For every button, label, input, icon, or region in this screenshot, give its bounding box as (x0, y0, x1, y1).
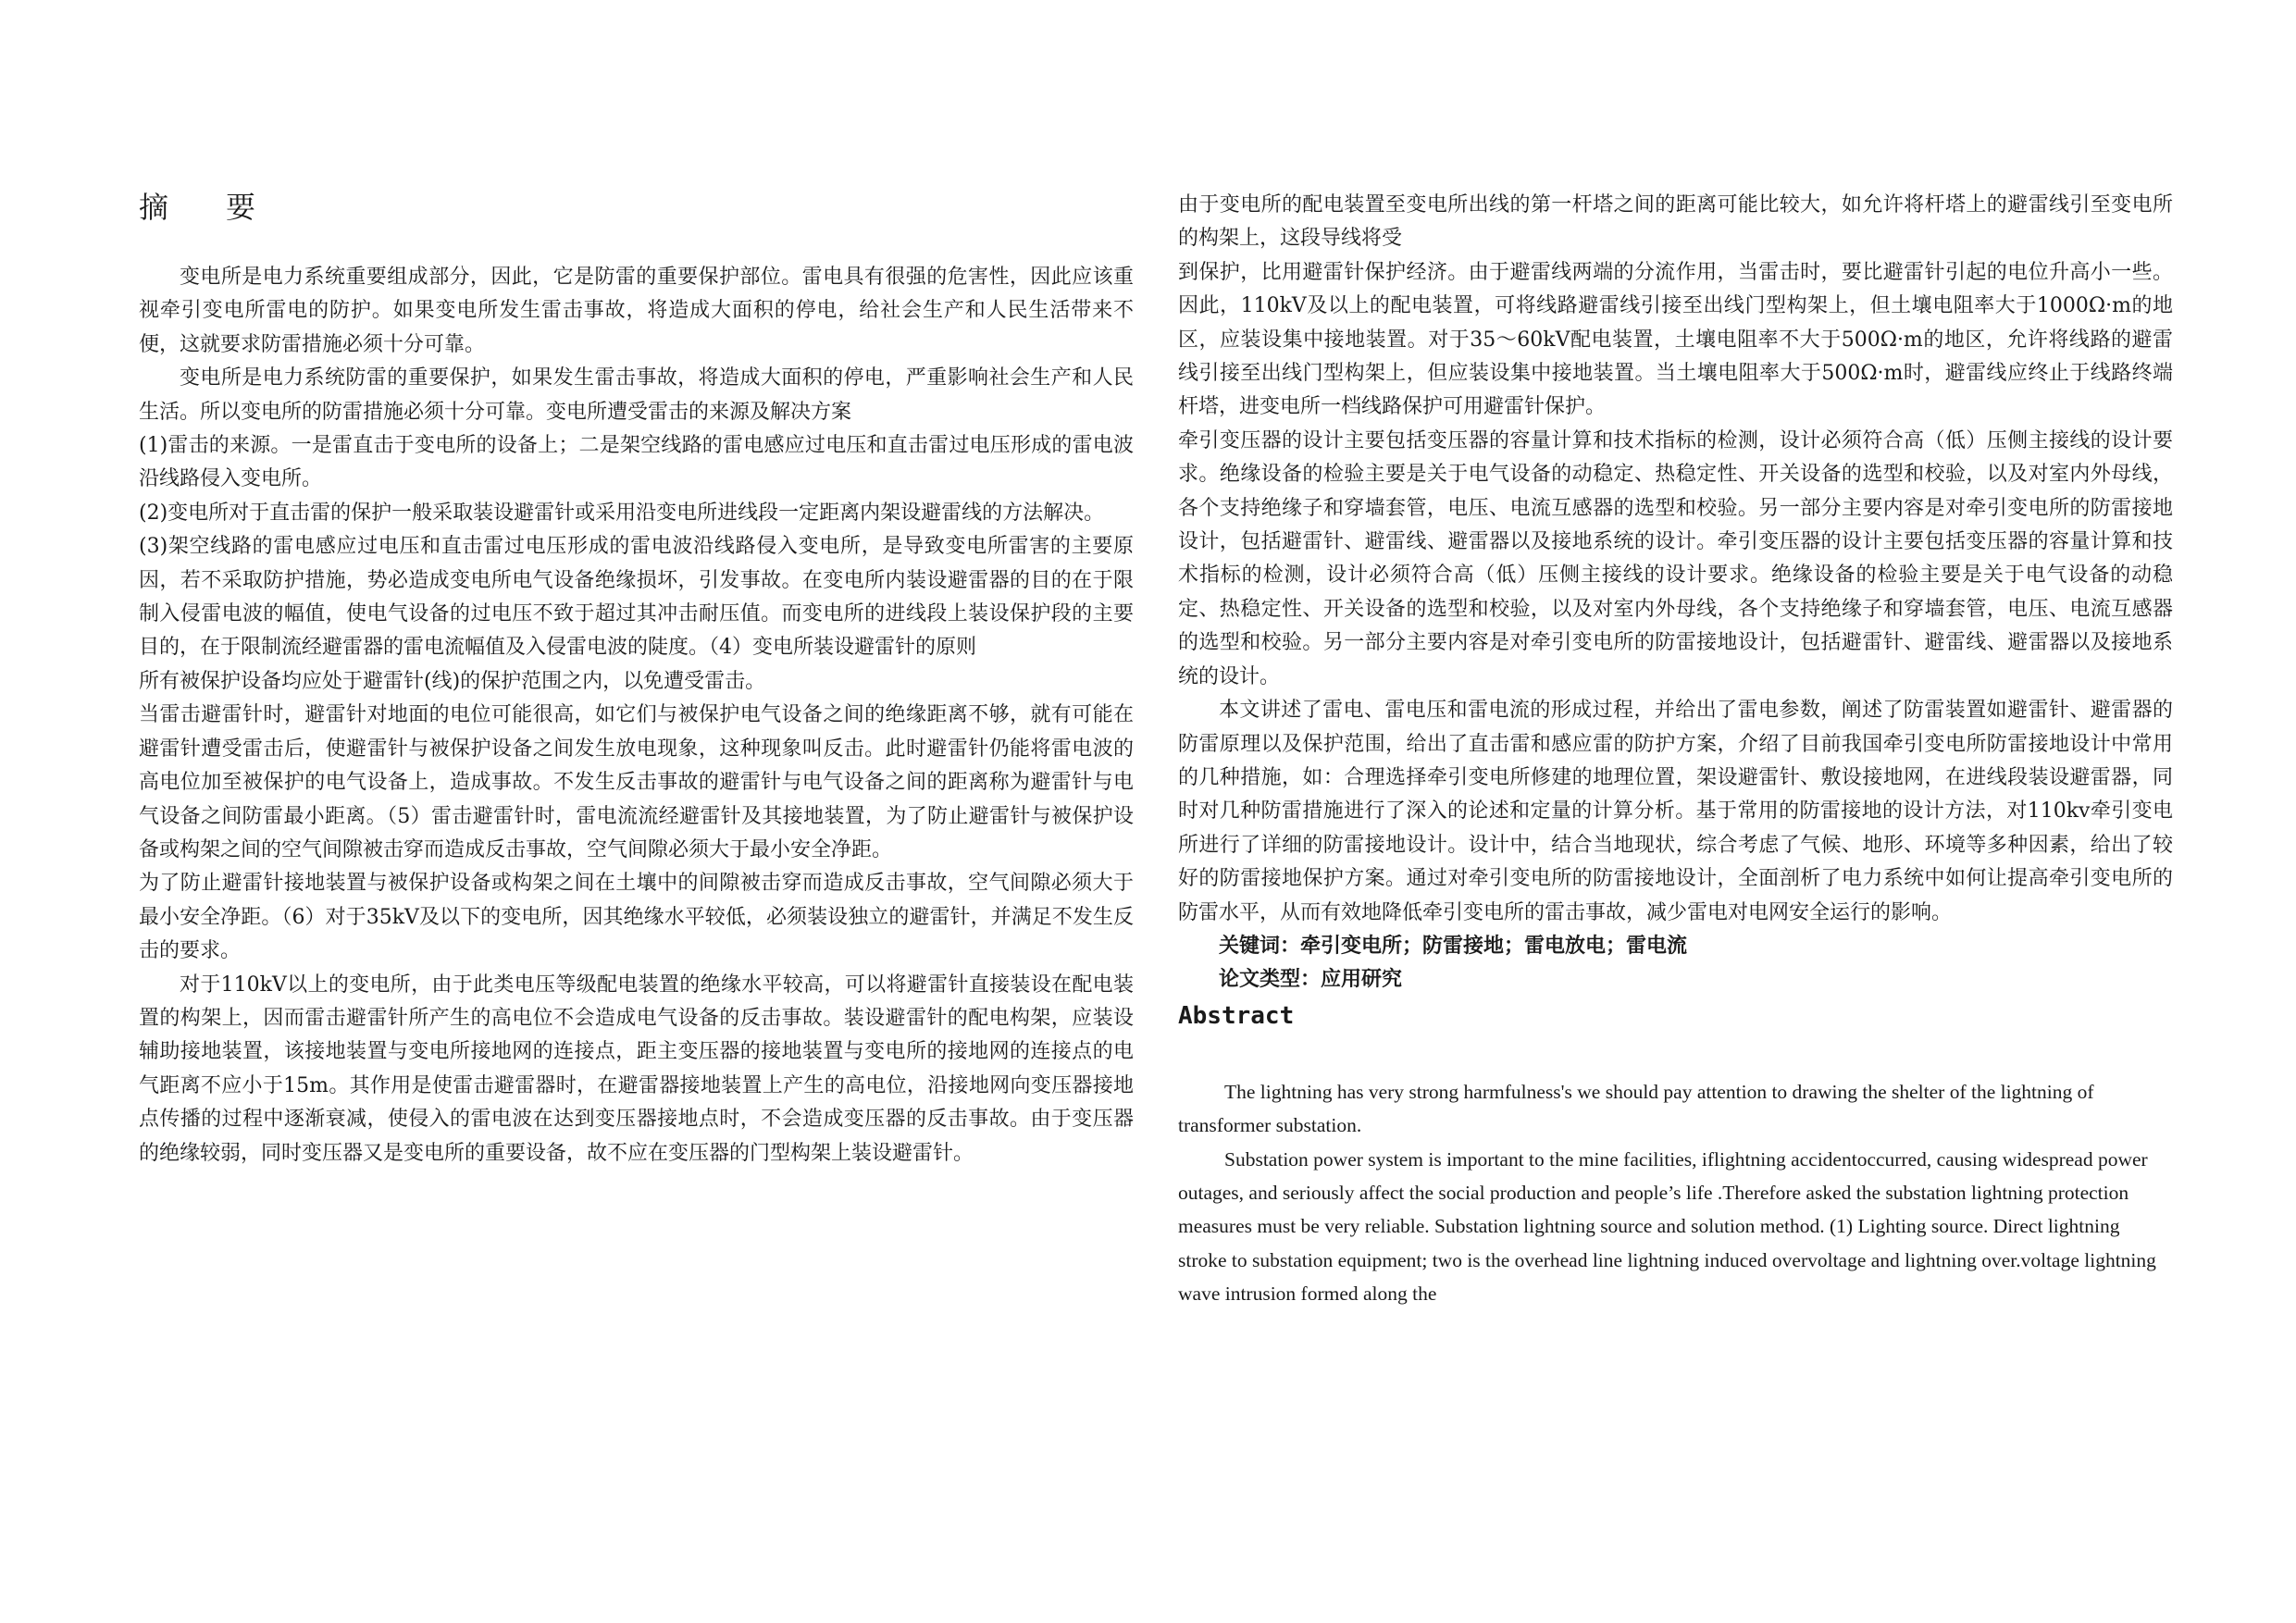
right-paragraph-4: 本文讲述了雷电、雷电压和雷电流的形成过程，并给出了雷电参数，阐述了防雷装置如避雷针、避雷器的防雷原理以及保护范围，给出了直击雷和感应雷的防护方案，介绍了目前我国牵引变电所防雷接地设计中常用的几种措施，如：合理选择牵引变电所修建的地理位置，架设避雷针、敷设接地网，在进线段装设避雷器，同时对几种防雷措施进行了深入的论述和定量的计算分析。基于常用的防雷接地的设计方法，对110kv牵引变电所进行了详细的防雷接地设计。设计中，结合当地现状，综合考虑了气候、地形、环境等多种因素，给出了较好的防雷接地保护方案。通过对牵引变电所的防雷接地设计，全面剖析了电力系统中如何让提高牵引变电所的防雷水平，从而有效地降低牵引变电所的雷击事故，减少雷电对电网安全运行的影响。 (1178, 699, 2173, 924)
right-paragraph-1: 由于变电所的配电装置至变电所出线的第一杆塔之间的距离可能比较大，如允许将杆塔上的避雷线引至变电所的构架上，这段导线将受 (1178, 193, 2173, 251)
abstract-heading-en: Abstract (1178, 1001, 1295, 1030)
left-paragraph-5: (3)架空线路的雷电感应过电压和直击雷过电压形成的雷电波沿线路侵入变电所，是导致变电所雷害的主要原因，若不采取防护措施，势必造成变电所电气设备绝缘损坏，引发事故。在变电所内装设避雷器的目的在于限制入侵雷电波的幅值，使电气设备的过电压不致于超过其冲击耐压值。而变电所的进线段上装设保护段的主要目的，在于限制流经避雷器的雷电流幅值及入侵雷电波的陡度。（4）变电所装设避雷针的原则 (139, 535, 1134, 660)
left-paragraph-6: 所有被保护设备均应处于避雷针(线)的保护范围之内，以免遭受雷击。 (139, 669, 766, 693)
right-column (1178, 189, 2173, 1311)
right-paragraph-3: 牵引变压器的设计主要包括变压器的容量计算和技术指标的检测，设计必须符合高（低）压侧主接线的设计要求。绝缘设备的检验主要是关于电气设备的动稳定、热稳定性、开关设备的选型和校验，以及对室内外母线，各个支持绝缘子和穿墙套管，电压、电流互感器的选型和校验。另一部分主要内容是对牵引变电所的防雷接地设计，包括避雷针、避雷线、避雷器以及接地系统的设计。牵引变压器的设计主要包括变压器的容量计算和技术指标的检测，设计必须符合高（低）压侧主接线的设计要求。绝缘设备的检验主要是关于电气设备的动稳定、热稳定性、开关设备的选型和校验，以及对室内外母线，各个支持绝缘子和穿墙套管，电压、电流互感器的选型和校验。另一部分主要内容是对牵引变电所的防雷接地设计，包括避雷针、避雷线、避雷器以及接地系统的设计。 (1178, 428, 2173, 688)
left-paragraph-3: (1)雷击的来源。一是雷直击于变电所的设备上；二是架空线路的雷电感应过电压和直击雷过电压形成的雷电波沿线路侵入变电所。 (139, 434, 1134, 491)
abstract-paragraph-2: Substation power system is important to the mine facilities, iflightning accidentoccurred, causing widespread power outages, and seriously affect the social production and people’s life .Therefore asked the substation lightning protection measures must be very reliable. Substation lightning source and solution method. (1) Lighting source. Direct lightning stroke to substation equipment; two is the overhead line lightning induced overvoltage and lightning over.voltage lightning wave intrusion formed along the (1178, 1147, 2156, 1306)
abstract-paragraph-1: The lightning has very strong harmfulness's we should pay attention to drawing the shelter of the lightning of transformer substation. (1178, 1080, 2094, 1137)
left-column (139, 189, 1134, 1171)
heading-char-1: 摘 (139, 190, 169, 225)
left-paragraph-2: 变电所是电力系统防雷的重要保护，如果发生雷击事故，将造成大面积的停电，严重影响社会生产和人民生活。所以变电所的防雷措施必须十分可靠。变电所遭受雷击的来源及解决方案 (139, 366, 1134, 424)
left-paragraph-4: (2)变电所对于直击雷的保护一般采取装设避雷针或采用沿变电所进线段一定距离内架设避雷线的方法解决。 (139, 501, 1105, 525)
left-paragraph-1: 变电所是电力系统重要组成部分，因此，它是防雷的重要保护部位。雷电具有很强的危害性，因此应该重视牵引变电所雷电的防护。如果变电所发生雷击事故，将造成大面积的停电，给社会生产和人民生活带来不便，这就要求防雷措施必须十分可靠。 (139, 266, 1134, 356)
heading-char-2: 要 (226, 190, 256, 225)
paper-type-line: 论文类型：应用研究 (1219, 968, 1403, 992)
abstract-heading-zh (139, 189, 1134, 226)
left-paragraph-7: 当雷击避雷针时，避雷针对地面的电位可能很高，如它们与被保护电气设备之间的绝缘距离不够，就有可能在避雷针遭受雷击后，使避雷针与被保护设备之间发生放电现象，这种现象叫反击。此时避雷针仍能将雷电波的高电位加至被保护的电气设备上，造成事故。不发生反击事故的避雷针与电气设备之间的距离称为避雷针与电气设备之间防雷最小距离。（5）雷击避雷针时，雷电流流经避雷针及其接地装置，为了防止避雷针与被保护设备或构架之间的空气间隙被击穿而造成反击事故，空气间隙必须大于最小安全净距。 (139, 703, 1134, 861)
right-paragraph-2: 到保护，比用避雷针保护经济。由于避雷线两端的分流作用，当雷击时，要比避雷针引起的电位升高小一些。因此，110kV及以上的配电装置，可将线路避雷线引接至出线门型构架上，但土壤电阻率大于1000Ω·m的地区，应装设集中接地装置。对于35～60kV配电装置，土壤电阻率不大于500Ω·m的地区，允许将线路的避雷线引接至出线门型构架上，但应装设集中接地装置。当土壤电阻率大于500Ω·m时，避雷线应终止于线路终端杆塔，进变电所一档线路保护可用避雷针保护。 (1178, 260, 2173, 419)
left-paragraph-9: 对于110kV以上的变电所，由于此类电压等级配电装置的绝缘水平较高，可以将避雷针直接装设在配电装置的构架上，因而雷击避雷针所产生的高电位不会造成电气设备的反击事故。装设避雷针的配电构架，应装设辅助接地装置，该接地装置与变电所接地网的连接点，距主变压器的接地装置与变电所的接地网的连接点的电气距离不应小于15m。其作用是使雷击避雷器时，在避雷器接地装置上产生的高电位，沿接地网向变压器接地点传播的过程中逐渐衰减，使侵入的雷电波在达到变压器接地点时，不会造成变压器的反击事故。由于变压器的绝缘较弱，同时变压器又是变电所的重要设备，故不应在变压器的门型构架上装设避雷针。 (139, 973, 1134, 1165)
keywords-line: 关键词：牵引变电所；防雷接地；雷电放电；雷电流 (1219, 934, 1688, 958)
left-paragraph-8: 为了防止避雷针接地装置与被保护设备或构架之间在土壤中的间隙被击穿而造成反击事故，空气间隙必须大于最小安全净距。（6）对于35kV及以下的变电所，因其绝缘水平较低，必须装设独立的避雷针，并满足不发生反击的要求。 (139, 872, 1134, 963)
